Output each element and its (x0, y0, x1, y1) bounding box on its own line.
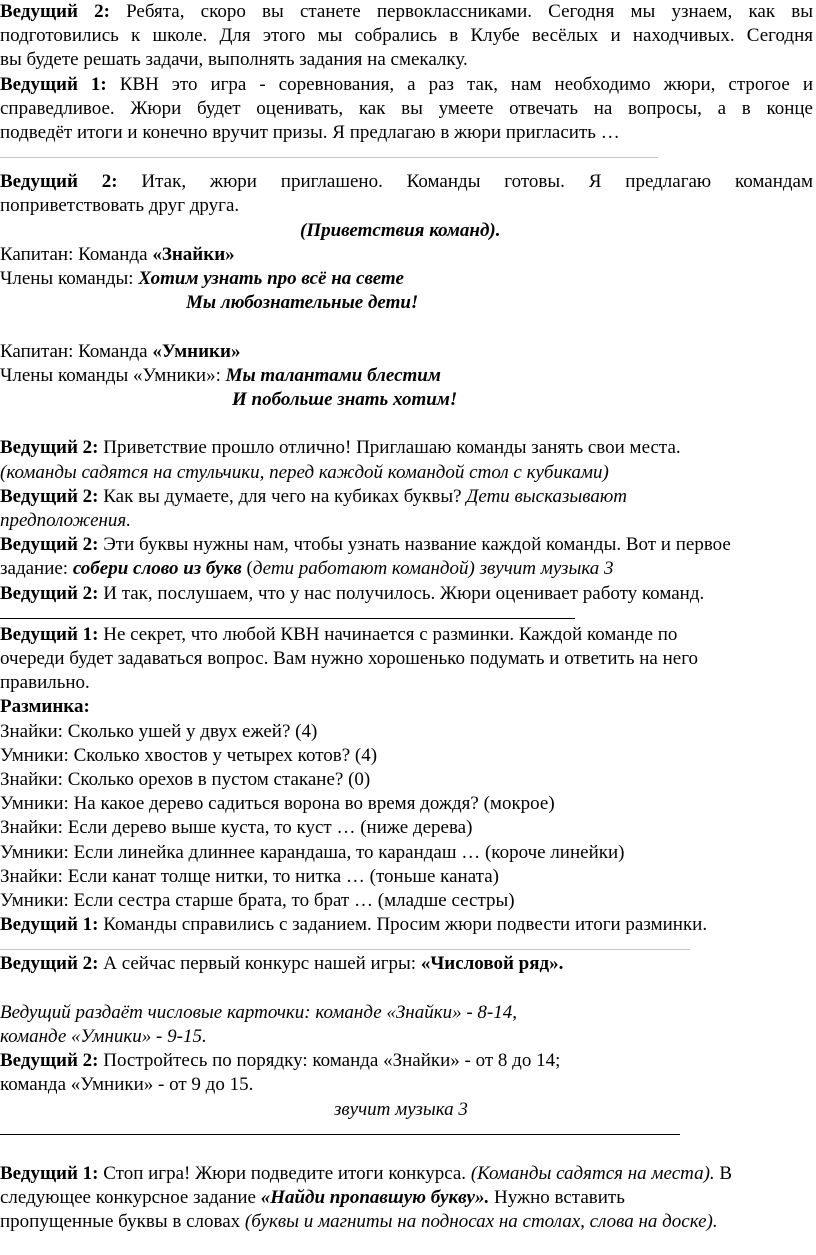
paragraph-host2-first-task (0, 533, 813, 581)
text-line: Ведущий 2: И так, послушаем, что у нас получилось. Жюри оценивает работу команд. (0, 582, 705, 604)
stage-direction: (буквы и магниты на подносах на столах, слова на доске). (244, 1211, 718, 1233)
text-line: правильно. (0, 672, 90, 694)
speaker-label: Ведущий 1: (0, 1162, 99, 1184)
team-motto: Мы талантами блестим (225, 364, 441, 386)
contest-title: «Найди пропавшую букву». (260, 1187, 490, 1209)
stage-direction: (Приветствия команд). (300, 219, 501, 241)
speaker-label: Ведущий 2: (0, 1050, 99, 1072)
text-line: очереди будет задаваться вопрос. Вам нужно хорошенько подумать и ответить на него (0, 648, 699, 670)
paragraph-host2-intro (0, 0, 813, 73)
text-line: задание: собери слово из букв (дети работают командой) звучит музыка 3 (0, 558, 614, 580)
paragraph-host2-order (0, 1049, 813, 1122)
paragraph-host1-contest2 (0, 1162, 813, 1235)
speaker-label: Ведущий 2: (0, 953, 99, 975)
list-item: Умники: Если сестра старше брата, то брат … (младше сестры) (0, 890, 515, 912)
text-line: пропущенные буквы в словах (буквы и магниты на подносах на столах, слова на доске). (0, 1211, 718, 1233)
text-line: Ведущий 2: Эти буквы нужны нам, чтобы узнать название каждой команды. Вот и первое (0, 534, 731, 556)
stage-direction: Дети высказывают (466, 485, 628, 507)
stage-direction: команде «Умники» - 9-15. (0, 1026, 207, 1048)
paragraph-host2-results (0, 582, 813, 606)
speaker-label: Ведущий 1: (0, 623, 99, 645)
speaker-label: Ведущий 1: (0, 73, 107, 95)
speaker-label: Ведущий 2: (0, 1, 110, 22)
speaker-label: Ведущий 2: (0, 582, 99, 604)
team-name: «Умники» (152, 340, 241, 362)
contest-title: «Числовой ряд». (420, 953, 564, 975)
text-line: Ведущий 2: Итак, жюри приглашено. Команды готовы. Я предлагаю командам (0, 171, 813, 193)
speaker-label: Ведущий 2: (0, 437, 99, 459)
task-title: собери слово из букв (72, 558, 242, 580)
speaker-label: Ведущий 1: (0, 914, 99, 936)
list-item: Умники: Сколько хвостов у четырех котов? (4) (0, 744, 378, 766)
stage-direction-cards (0, 1001, 813, 1049)
speaker-label: Ведущий 2: (0, 534, 99, 556)
team-motto: Мы любознательные дети! (186, 292, 419, 314)
speaker-label: Ведущий 2: (0, 171, 118, 193)
text-line: Ведущий 2: Ребята, скоро вы станете первоклассниками. Сегодня мы узнаем, как вы (0, 1, 813, 22)
team-znayki (0, 243, 813, 316)
text-line: подготовились к школе. Для этого мы собрались в Клубе весёлых и находчивых. Сегодня (0, 25, 813, 47)
team-motto: Хотим узнать про всё на свете (138, 268, 404, 290)
captain-line: Капитан: Команда «Знайки» (0, 243, 235, 265)
speaker-label: Ведущий 2: (0, 485, 99, 507)
text-line: Ведущий 1: Не секрет, что любой КВН начинается с разминки. Каждой команде по (0, 623, 678, 645)
list-item: Знайки: Сколько ушей у двух ежей? (4) (0, 720, 318, 742)
text-line: Ведущий 2: Как вы думаете, для чего на кубиках буквы? Дети высказывают (0, 485, 628, 507)
paragraph-host1-warmup-end (0, 913, 813, 937)
list-item: Умники: Если линейка длиннее карандаша, то карандаш … (короче линейки) (0, 841, 625, 863)
list-item: Умники: На какое дерево садиться ворона во время дождя? (мокрое) (0, 793, 555, 815)
text-line: подведёт итоги и конечно вручит призы. Я предлагаю в жюри пригласить … (0, 122, 620, 144)
text-line: поприветствовать друг друга. (0, 195, 240, 217)
warmup-section (0, 695, 813, 913)
paragraph-host2-contest1 (0, 952, 813, 976)
paragraph-host2-cubes (0, 485, 813, 533)
captain-line: Капитан: Команда «Умники» (0, 340, 241, 362)
text-line: Ведущий 1: КВН это игра - соревнования, а раз так, нам необходимо жюри, строгое и (0, 73, 814, 95)
text-line: справедливое. Жюри будет оценивать, как вы умеете отвечать на вопросы, а в конце (0, 97, 813, 119)
stage-direction: (Команды садятся на места). (470, 1162, 715, 1184)
stage-direction: Ведущий раздаёт числовые карточки: команде «Знайки» - 8-14, (0, 1001, 518, 1023)
text-line: Ведущий 1: Стоп игра! Жюри подведите итоги конкурса. (Команды садятся на места). В (0, 1162, 733, 1184)
text-line: вы будете решать задачи, выполнять задания на смекалку. (0, 49, 468, 71)
stage-direction: (команды садятся на стульчики, перед каждой командой стол с кубиками) (0, 461, 609, 483)
text-line: команда «Умники» - от 9 до 15. (0, 1074, 254, 1096)
team-name: «Знайки» (152, 243, 235, 265)
team-umniki (0, 340, 813, 413)
paragraph-host1-warmup (0, 623, 813, 696)
paragraph-host2-greetings (0, 170, 813, 243)
members-line: Члены команды: Хотим узнать про всё на свете (0, 268, 404, 290)
text-line: Ведущий 2: Постройтесь по порядку: команда «Знайки» - от 8 до 14; (0, 1050, 561, 1072)
paragraph-host1-jury (0, 73, 813, 146)
text-line: Ведущий 2: Приветствие прошло отлично! Приглашаю команды занять свои места. (0, 437, 681, 459)
stage-direction: звучит музыка 3 (334, 1098, 468, 1120)
members-line: Члены команды «Умники»: Мы талантами блестим (0, 364, 441, 386)
team-motto: И побольше знать хотим! (232, 389, 458, 411)
list-item: Знайки: Сколько орехов в пустом стакане? (0) (0, 769, 371, 791)
paragraph-host2-seats (0, 436, 813, 484)
list-item: Знайки: Если канат толще нитки, то нитка … (тоньше каната) (0, 865, 499, 887)
stage-direction: дети работают командой) звучит музыка 3 (252, 558, 614, 580)
text-line: Ведущий 1: Команды справились с заданием. Просим жюри подвести итоги разминки. (0, 914, 708, 936)
list-item: Знайки: Если дерево выше куста, то куст … (ниже дерева) (0, 817, 473, 839)
text-line: Ведущий 2: А сейчас первый конкурс нашей игры: «Числовой ряд». (0, 953, 564, 975)
stage-direction: предположения. (0, 510, 132, 532)
text-line: следующее конкурсное задание «Найди пропавшую букву». Нужно вставить (0, 1187, 625, 1209)
warmup-title: Разминка: (0, 696, 90, 718)
